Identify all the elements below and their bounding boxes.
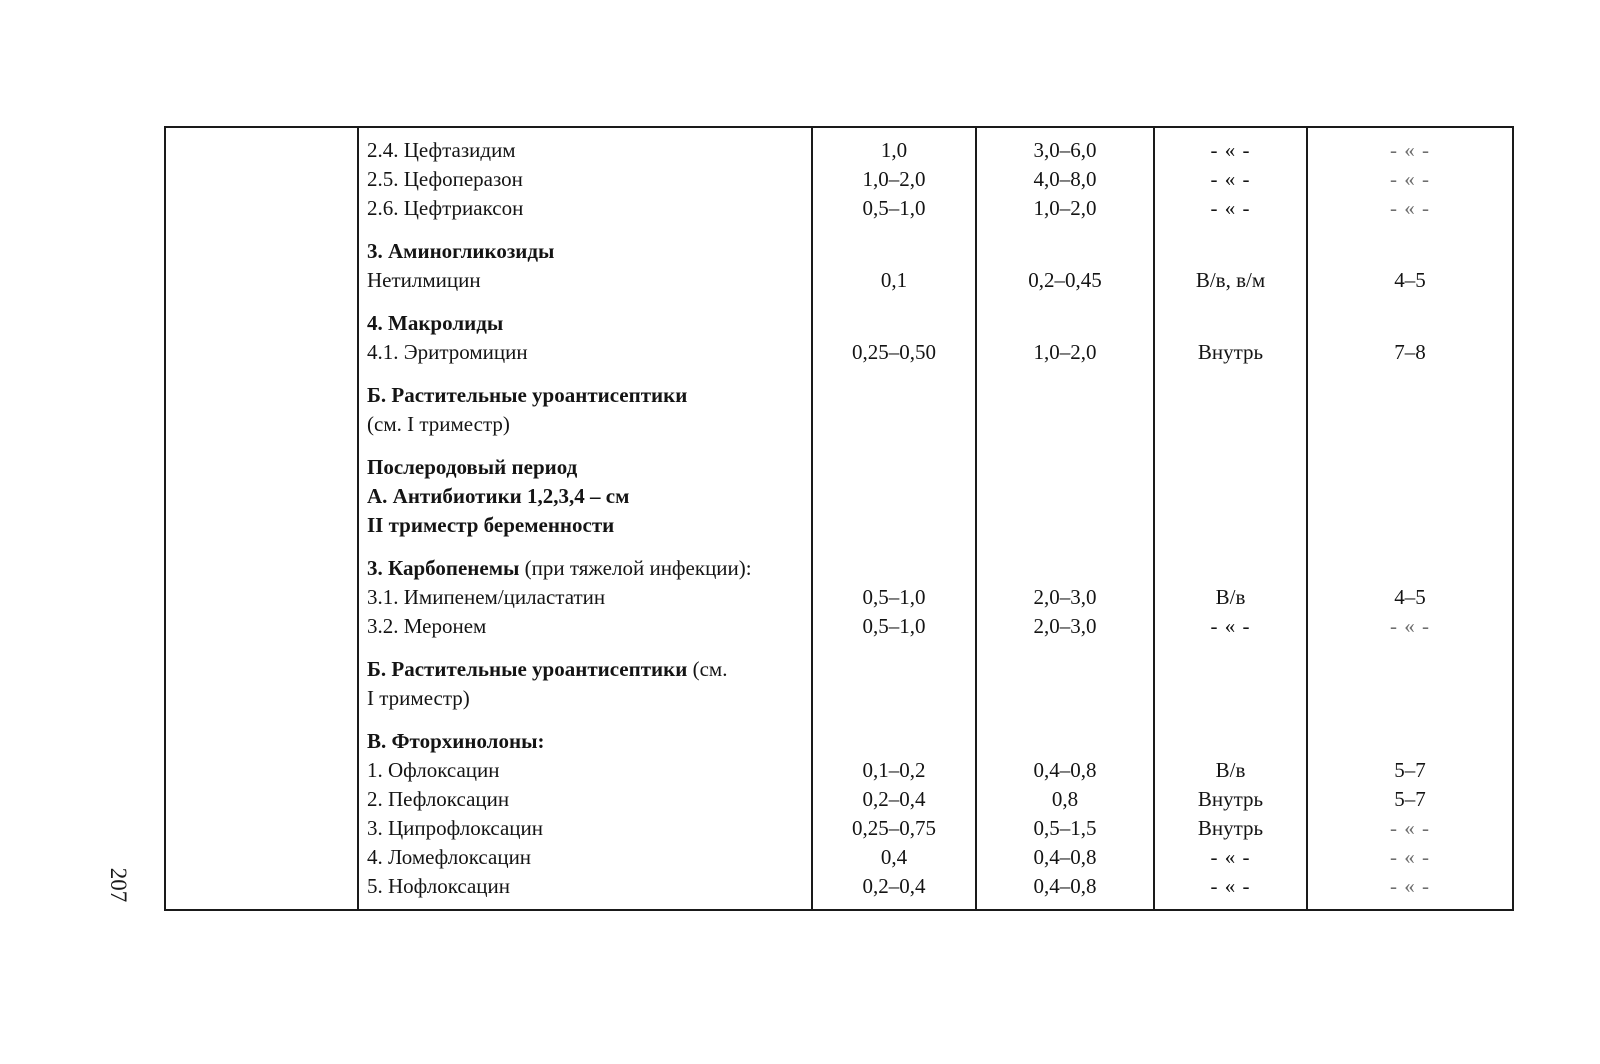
single-dose-cell <box>813 266 975 295</box>
daily-dose-cell <box>977 785 1153 814</box>
daily-dose-cell <box>977 655 1153 684</box>
row-spacer <box>359 295 811 309</box>
duration-value: 4–5 <box>1394 268 1426 292</box>
daily-dose-value: 0,4–0,8 <box>1033 874 1097 898</box>
drug-name-cell <box>359 612 811 641</box>
drug-name-cell <box>359 583 811 612</box>
row-spacer <box>1155 540 1306 554</box>
row-spacer <box>977 128 1153 136</box>
route-value: - « - <box>1210 167 1251 191</box>
duration-value: - « - <box>1390 816 1430 840</box>
daily-dose-value: 1,0–2,0 <box>1033 196 1097 220</box>
daily-dose-cell <box>977 612 1153 641</box>
row-spacer <box>813 540 975 554</box>
daily-dose-cell <box>977 727 1153 756</box>
drug-name-text: 2.6. Цефтриаксон <box>367 196 524 220</box>
single-dose-cell <box>813 727 975 756</box>
drug-name-text: 2.4. Цефтазидим <box>367 138 516 162</box>
drug-name-cell <box>359 756 811 785</box>
section-note: (см. <box>687 657 728 681</box>
route-cell <box>1155 194 1306 223</box>
section-heading: Б. Растительные уроантисептики <box>367 383 688 407</box>
duration-value: - « - <box>1390 845 1430 869</box>
duration-cell <box>1308 453 1512 482</box>
daily-dose-value: 1,0–2,0 <box>1033 340 1097 364</box>
route-cell <box>1155 684 1306 713</box>
single-dose-cell <box>813 194 975 223</box>
drug-name-text: 4.1. Эритромицин <box>367 340 528 364</box>
row-spacer <box>813 901 975 909</box>
daily-dose-column <box>976 127 1154 910</box>
single-dose-cell <box>813 237 975 266</box>
row-spacer <box>359 439 811 453</box>
single-dose-value: 0,5–1,0 <box>862 585 926 609</box>
single-dose-value: 0,5–1,0 <box>862 614 926 638</box>
single-dose-cell <box>813 612 975 641</box>
row-spacer <box>977 713 1153 727</box>
row-spacer <box>1308 713 1512 727</box>
row-spacer <box>813 367 975 381</box>
single-dose-column <box>812 127 976 910</box>
single-dose-cell <box>813 410 975 439</box>
duration-value: - « - <box>1390 874 1430 898</box>
row-spacer <box>1155 641 1306 655</box>
duration-cell <box>1308 410 1512 439</box>
daily-dose-cell <box>977 309 1153 338</box>
drug-name-cell <box>359 872 811 901</box>
daily-dose-cell <box>977 814 1153 843</box>
row-spacer <box>813 439 975 453</box>
row-spacer <box>977 223 1153 237</box>
row-spacer <box>359 540 811 554</box>
daily-dose-value: 0,5–1,5 <box>1033 816 1097 840</box>
daily-dose-value: 0,4–0,8 <box>1033 758 1097 782</box>
route-cell <box>1155 381 1306 410</box>
duration-cell <box>1308 237 1512 266</box>
row-spacer <box>359 128 811 136</box>
single-dose-cell <box>813 482 975 511</box>
duration-value: - « - <box>1390 614 1430 638</box>
duration-cell <box>1308 165 1512 194</box>
drug-name-cell <box>359 165 811 194</box>
route-cell <box>1155 554 1306 583</box>
single-dose-cell <box>813 381 975 410</box>
section-heading: В. Фторхинолоны: <box>367 729 545 753</box>
duration-cell <box>1308 872 1512 901</box>
daily-dose-cell <box>977 338 1153 367</box>
row-spacer <box>977 439 1153 453</box>
drug-name-cell <box>359 309 811 338</box>
single-dose-cell <box>813 843 975 872</box>
drug-name-cell <box>359 194 811 223</box>
route-column <box>1154 127 1307 910</box>
duration-cell <box>1308 843 1512 872</box>
daily-dose-value: 2,0–3,0 <box>1033 585 1097 609</box>
daily-dose-cell <box>977 482 1153 511</box>
drug-name-cell <box>359 338 811 367</box>
row-spacer <box>813 713 975 727</box>
row-spacer <box>813 295 975 309</box>
route-value: В/в <box>1215 758 1246 782</box>
route-cell <box>1155 165 1306 194</box>
route-cell <box>1155 266 1306 295</box>
duration-cell <box>1308 785 1512 814</box>
daily-dose-cell <box>977 381 1153 410</box>
daily-dose-cell <box>977 511 1153 540</box>
daily-dose-cell <box>977 165 1153 194</box>
single-dose-value: 1,0 <box>880 138 908 162</box>
duration-cell <box>1308 814 1512 843</box>
drug-name-text: 5. Нофлоксацин <box>367 874 511 898</box>
row-spacer <box>1155 439 1306 453</box>
route-cell <box>1155 756 1306 785</box>
section-heading: Послеродовый период <box>367 455 578 479</box>
row-spacer <box>1155 128 1306 136</box>
category-cell <box>165 127 358 910</box>
drug-dosage-table <box>164 126 1514 911</box>
duration-value: - « - <box>1390 138 1430 162</box>
duration-cell <box>1308 136 1512 165</box>
route-value: Внутрь <box>1197 787 1264 811</box>
duration-cell <box>1308 482 1512 511</box>
drug-name-cell <box>359 237 811 266</box>
route-cell <box>1155 309 1306 338</box>
section-heading: II триместр беременности <box>367 513 615 537</box>
daily-dose-cell <box>977 684 1153 713</box>
single-dose-cell <box>813 338 975 367</box>
daily-dose-value: 0,8 <box>1051 787 1079 811</box>
page-number: 207 <box>106 867 131 903</box>
single-dose-cell <box>813 165 975 194</box>
drug-name-text: 3.2. Меронем <box>367 614 487 638</box>
duration-cell <box>1308 194 1512 223</box>
row-spacer <box>359 713 811 727</box>
drug-name-text: (см. I триместр) <box>367 412 510 436</box>
single-dose-value: 0,4 <box>880 845 908 869</box>
drug-name-cell <box>359 785 811 814</box>
row-spacer <box>1308 641 1512 655</box>
drug-name-cell <box>359 843 811 872</box>
row-spacer <box>1308 128 1512 136</box>
drug-name-cell <box>359 814 811 843</box>
route-value: - « - <box>1210 138 1251 162</box>
route-value: - « - <box>1210 614 1251 638</box>
route-value: В/в, в/м <box>1195 268 1266 292</box>
daily-dose-cell <box>977 410 1153 439</box>
duration-value: 5–7 <box>1394 758 1426 782</box>
row-spacer <box>359 367 811 381</box>
daily-dose-cell <box>977 136 1153 165</box>
route-cell <box>1155 655 1306 684</box>
duration-value: 5–7 <box>1394 787 1426 811</box>
drug-name-cell <box>359 684 811 713</box>
daily-dose-cell <box>977 266 1153 295</box>
duration-cell <box>1308 511 1512 540</box>
drug-name-cell <box>359 554 811 583</box>
route-cell <box>1155 612 1306 641</box>
daily-dose-cell <box>977 453 1153 482</box>
daily-dose-cell <box>977 756 1153 785</box>
duration-cell <box>1308 309 1512 338</box>
row-spacer <box>1155 295 1306 309</box>
daily-dose-value: 3,0–6,0 <box>1033 138 1097 162</box>
section-heading: А. Антибиотики 1,2,3,4 – см <box>367 484 630 508</box>
drug-name-text: 3. Ципрофлоксацин <box>367 816 543 840</box>
drug-name-text: 1. Офлоксацин <box>367 758 500 782</box>
row-spacer <box>977 367 1153 381</box>
row-spacer <box>1155 713 1306 727</box>
drug-name-text: 2. Пефлоксацин <box>367 787 510 811</box>
single-dose-cell <box>813 814 975 843</box>
daily-dose-value: 2,0–3,0 <box>1033 614 1097 638</box>
section-heading: 3. Карбопенемы <box>367 556 520 580</box>
row-spacer <box>1308 439 1512 453</box>
row-spacer <box>1308 367 1512 381</box>
row-spacer <box>359 901 811 909</box>
drug-name-text: I триместр) <box>367 686 470 710</box>
drug-name-cell <box>359 136 811 165</box>
single-dose-cell <box>813 684 975 713</box>
single-dose-cell <box>813 583 975 612</box>
row-spacer <box>1308 540 1512 554</box>
section-heading: 4. Макролиды <box>367 311 504 335</box>
row-spacer <box>977 540 1153 554</box>
daily-dose-cell <box>977 237 1153 266</box>
row-spacer <box>1155 901 1306 909</box>
duration-cell <box>1308 727 1512 756</box>
duration-value: 4–5 <box>1394 585 1426 609</box>
daily-dose-cell <box>977 843 1153 872</box>
single-dose-cell <box>813 756 975 785</box>
drug-name-text: 2.5. Цефоперазон <box>367 167 523 191</box>
duration-value: - « - <box>1390 196 1430 220</box>
drug-name-column <box>358 127 812 910</box>
daily-dose-cell <box>977 583 1153 612</box>
drug-name-text: 3.1. Имипенем/циластатин <box>367 585 606 609</box>
row-spacer <box>359 223 811 237</box>
duration-cell <box>1308 655 1512 684</box>
duration-cell <box>1308 338 1512 367</box>
route-cell <box>1155 511 1306 540</box>
single-dose-cell <box>813 554 975 583</box>
row-spacer <box>1308 295 1512 309</box>
route-value: В/в <box>1215 585 1246 609</box>
route-value: - « - <box>1210 845 1251 869</box>
route-cell <box>1155 814 1306 843</box>
single-dose-value: 0,2–0,4 <box>862 874 926 898</box>
route-cell <box>1155 482 1306 511</box>
route-cell <box>1155 872 1306 901</box>
single-dose-value: 1,0–2,0 <box>862 167 926 191</box>
route-cell <box>1155 583 1306 612</box>
route-cell <box>1155 237 1306 266</box>
row-spacer <box>1308 901 1512 909</box>
route-cell <box>1155 843 1306 872</box>
daily-dose-value: 0,2–0,45 <box>1028 268 1102 292</box>
single-dose-value: 0,1–0,2 <box>862 758 926 782</box>
duration-cell <box>1308 612 1512 641</box>
table-body-row <box>165 127 1513 910</box>
single-dose-value: 0,2–0,4 <box>862 787 926 811</box>
row-spacer <box>813 641 975 655</box>
drug-name-cell <box>359 381 811 410</box>
route-cell <box>1155 136 1306 165</box>
drug-name-cell <box>359 511 811 540</box>
duration-column <box>1307 127 1513 910</box>
daily-dose-value: 0,4–0,8 <box>1033 845 1097 869</box>
route-cell <box>1155 785 1306 814</box>
row-spacer <box>1155 223 1306 237</box>
row-spacer <box>1308 223 1512 237</box>
row-spacer <box>977 641 1153 655</box>
section-heading: Б. Растительные уроантисептики <box>367 657 688 681</box>
drug-name-text: Нетилмицин <box>367 268 481 292</box>
duration-cell <box>1308 554 1512 583</box>
single-dose-cell <box>813 785 975 814</box>
drug-name-text: 4. Ломефлоксацин <box>367 845 532 869</box>
route-cell <box>1155 727 1306 756</box>
duration-cell <box>1308 266 1512 295</box>
section-note: (при тяжелой инфекции): <box>519 556 752 580</box>
single-dose-cell <box>813 453 975 482</box>
route-value: - « - <box>1210 196 1251 220</box>
duration-cell <box>1308 583 1512 612</box>
row-spacer <box>359 641 811 655</box>
daily-dose-cell <box>977 194 1153 223</box>
daily-dose-cell <box>977 554 1153 583</box>
duration-value: - « - <box>1390 167 1430 191</box>
route-cell <box>1155 453 1306 482</box>
route-cell <box>1155 338 1306 367</box>
duration-cell <box>1308 684 1512 713</box>
row-spacer <box>977 295 1153 309</box>
single-dose-cell <box>813 136 975 165</box>
drug-name-cell <box>359 655 811 684</box>
drug-name-cell <box>359 266 811 295</box>
row-spacer <box>977 901 1153 909</box>
single-dose-value: 0,1 <box>880 268 908 292</box>
daily-dose-value: 4,0–8,0 <box>1033 167 1097 191</box>
section-heading: 3. Аминогликозиды <box>367 239 555 263</box>
route-value: Внутрь <box>1197 340 1264 364</box>
row-spacer <box>813 223 975 237</box>
drug-name-cell <box>359 482 811 511</box>
route-cell <box>1155 410 1306 439</box>
single-dose-cell <box>813 872 975 901</box>
row-spacer <box>813 128 975 136</box>
drug-name-cell <box>359 410 811 439</box>
single-dose-cell <box>813 511 975 540</box>
drug-name-cell <box>359 453 811 482</box>
route-value: Внутрь <box>1197 816 1264 840</box>
single-dose-cell <box>813 309 975 338</box>
duration-value: 7–8 <box>1394 340 1426 364</box>
duration-cell <box>1308 756 1512 785</box>
route-value: - « - <box>1210 874 1251 898</box>
row-spacer <box>1155 367 1306 381</box>
single-dose-value: 0,25–0,50 <box>852 340 936 364</box>
single-dose-value: 0,5–1,0 <box>862 196 926 220</box>
single-dose-value: 0,25–0,75 <box>852 816 936 840</box>
drug-name-cell <box>359 727 811 756</box>
duration-cell <box>1308 381 1512 410</box>
single-dose-cell <box>813 655 975 684</box>
daily-dose-cell <box>977 872 1153 901</box>
